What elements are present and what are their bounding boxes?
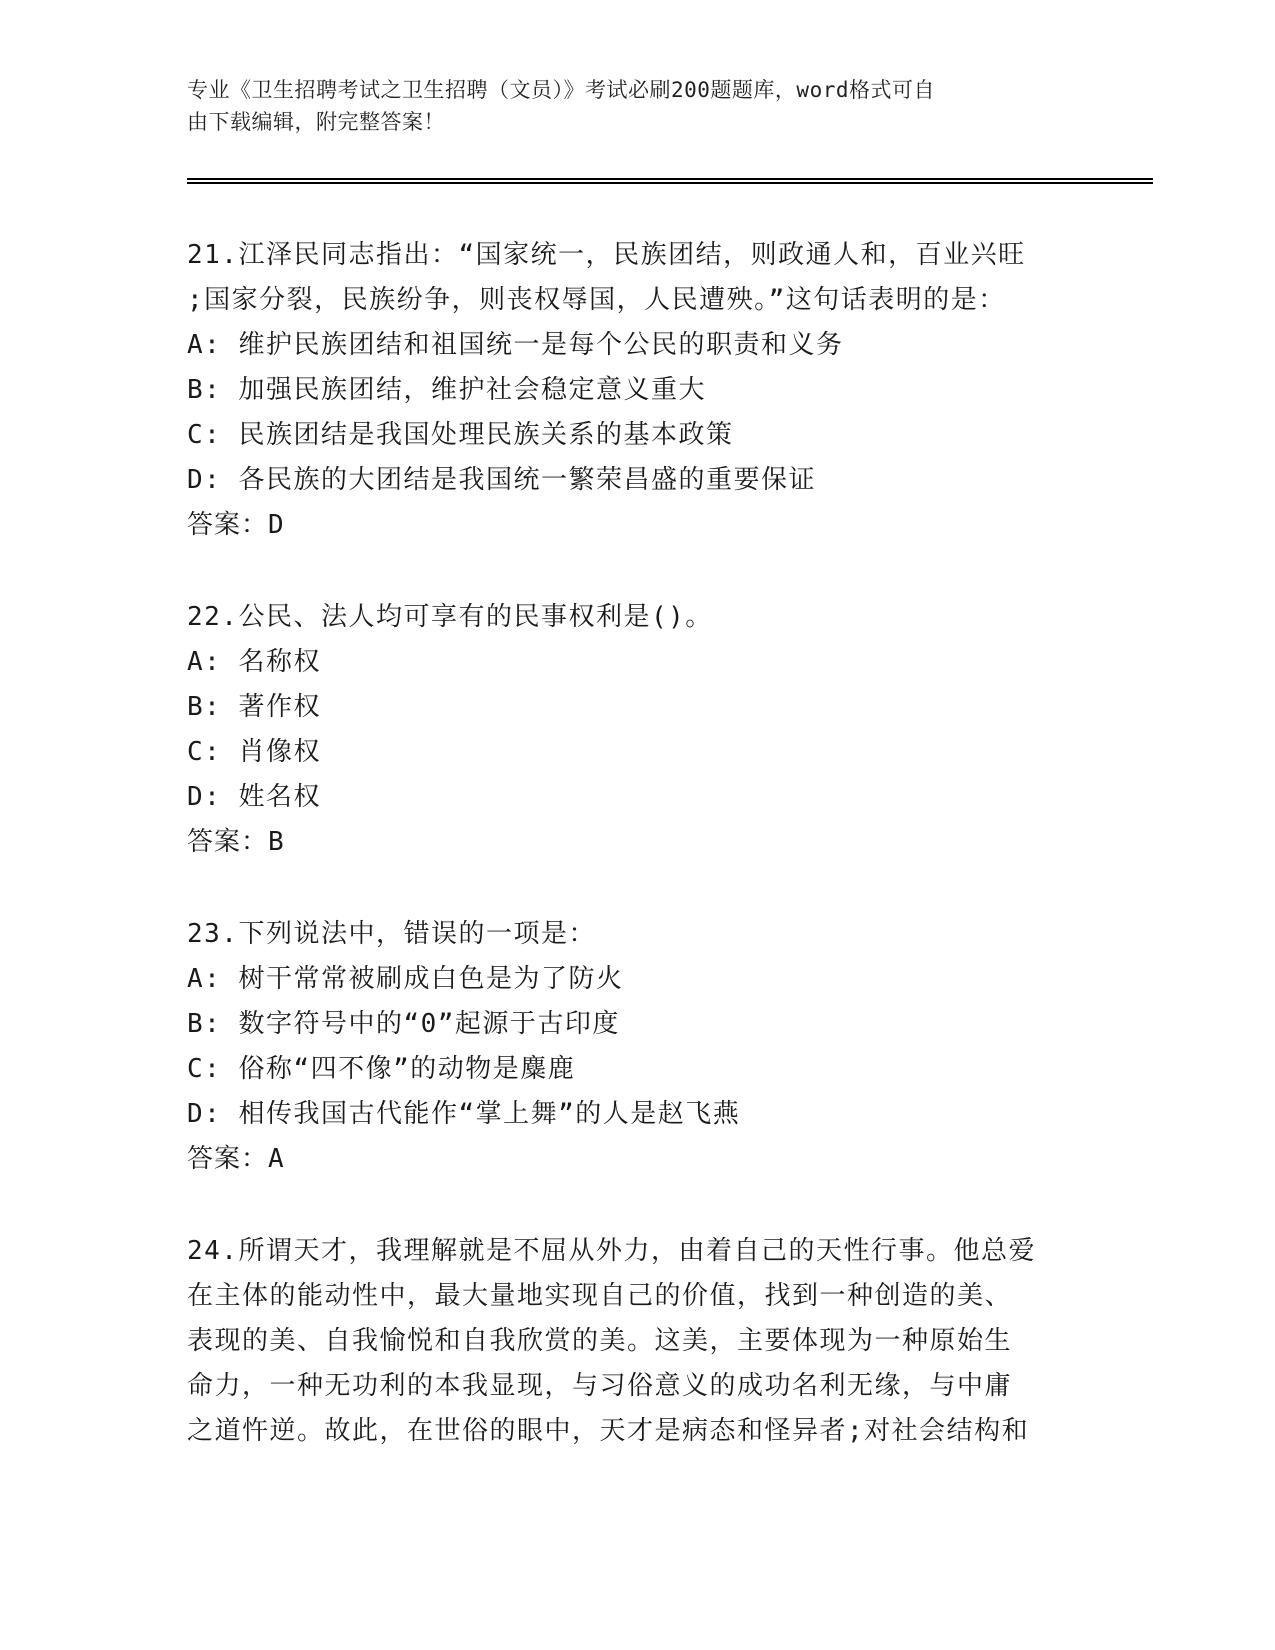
question-block bbox=[187, 233, 1077, 548]
answer-line bbox=[187, 503, 1077, 548]
question-block bbox=[187, 912, 1077, 1182]
question-stem-line: 23.下列说法中，错误的一项是： bbox=[187, 919, 596, 949]
answer-option: B: 著作权 bbox=[187, 692, 321, 722]
question-stem-line: 命力，一种无功利的本我显现，与习俗意义的成功名利无缘，与中庸 bbox=[187, 1371, 1013, 1401]
header-line-1: 专业《卫生招聘考试之卫生招聘（文员）》考试必刷200题题库，word格式可自 bbox=[187, 78, 935, 102]
answer-label: 答案： bbox=[187, 1144, 269, 1174]
answer-value: D bbox=[268, 510, 285, 540]
answer-option: A: 名称权 bbox=[187, 647, 321, 677]
answer-label: 答案： bbox=[187, 510, 269, 540]
answer-line bbox=[187, 1137, 1077, 1182]
answer-label: 答案： bbox=[187, 827, 269, 857]
header-divider-bottom bbox=[187, 182, 1153, 184]
header-line-2: 由下载编辑，附完整答案！ bbox=[187, 110, 445, 134]
question-block bbox=[187, 595, 1077, 865]
answer-option: A: 树干常常被刷成白色是为了防火 bbox=[187, 964, 624, 994]
question-block bbox=[187, 1229, 1077, 1454]
answer-line bbox=[187, 820, 1077, 865]
question-stem-line: 22.公民、法人均可享有的民事权利是()。 bbox=[187, 602, 713, 632]
answer-option: D: 各民族的大团结是我国统一繁荣昌盛的重要保证 bbox=[187, 465, 816, 495]
answer-option: B: 加强民族团结，维护社会稳定意义重大 bbox=[187, 375, 706, 405]
document-header bbox=[187, 74, 1067, 138]
question-stem-line: 21.江泽民同志指出：“国家统一，民族团结，则政通人和，百业兴旺 bbox=[187, 240, 1026, 270]
answer-option: A: 维护民族团结和祖国统一是每个公民的职责和义务 bbox=[187, 330, 844, 360]
answer-value: A bbox=[268, 1144, 285, 1174]
question-stem-line: ;国家分裂，民族纷争，则丧权辱国，人民遭殃。”这句话表明的是： bbox=[187, 285, 1006, 315]
answer-option: D: 相传我国古代能作“掌上舞”的人是赵飞燕 bbox=[187, 1099, 741, 1129]
question-stem-line: 在主体的能动性中，最大量地实现自己的价值，找到一种创造的美、 bbox=[187, 1281, 1013, 1311]
answer-option: B: 数字符号中的“0”起源于古印度 bbox=[187, 1009, 620, 1039]
question-stem-line: 表现的美、自我愉悦和自我欣赏的美。这美，主要体现为一种原始生 bbox=[187, 1326, 1013, 1356]
header-divider-top bbox=[187, 178, 1153, 180]
answer-value: B bbox=[268, 827, 285, 857]
question-stem-line: 之道忤逆。故此，在世俗的眼中，天才是病态和怪异者;对社会结构和 bbox=[187, 1416, 1030, 1446]
answer-option: C: 俗称“四不像”的动物是麋鹿 bbox=[187, 1054, 576, 1084]
question-stem-line: 24.所谓天才，我理解就是不屈从外力，由着自己的天性行事。他总爱 bbox=[187, 1236, 1036, 1266]
question-list bbox=[187, 233, 1077, 1501]
answer-option: D: 姓名权 bbox=[187, 782, 321, 812]
answer-option: C: 肖像权 bbox=[187, 737, 321, 767]
answer-option: C: 民族团结是我国处理民族关系的基本政策 bbox=[187, 420, 734, 450]
